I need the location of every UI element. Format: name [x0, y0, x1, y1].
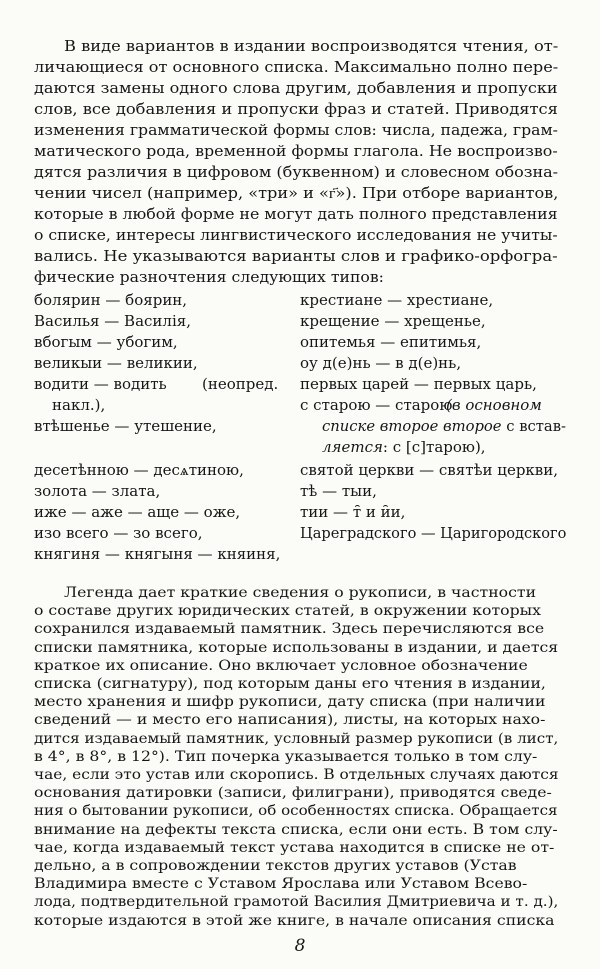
text-line: дится издаваемый памятник, условный размер рукописи (в лист,: [34, 730, 559, 747]
text-line: чении чисел (например, «три» и «г҃»). При отборе вариантов,: [34, 184, 559, 202]
text-line: о списке, интересы лингвистического исследования не учиты-: [34, 226, 558, 244]
text-line: ния о бытовании рукописи, об особенностях списка. Обращается: [34, 803, 558, 820]
text-line: В виде вариантов в издании воспроизводятся чтения, от-: [64, 37, 559, 55]
text-line: место хранения и шифр рукописи, дату списка (при наличии: [34, 694, 546, 711]
example-item: оу д(е)нь — в д(е)нь,: [300, 354, 462, 372]
example-note-line: [322, 437, 486, 457]
example-note-italic: списке второе второе: [322, 417, 502, 435]
example-note-plain: с встав-: [501, 417, 567, 435]
text-line: о составе других юридических статей, в окружении которых: [34, 603, 541, 620]
example-item: тѣ — тыи,: [300, 482, 377, 500]
example-note-italic: ляется: [322, 438, 383, 456]
text-line: которые издаются в этой же книге, в начале описания списка: [34, 912, 555, 929]
example-note-plain: : с [с]тарою),: [382, 438, 486, 456]
example-item: Цареградского — Царигородского: [300, 524, 567, 542]
text-line: дятся различия в цифровом (буквенном) и словесном обозна-: [34, 163, 559, 181]
text-line: лода, подтвердительной грамотой Василия Дмитриевича и т. д.),: [34, 894, 559, 911]
example-item: великыи — великии,: [34, 354, 198, 372]
example-note-line: [322, 416, 566, 436]
example-item: крещение — хрещенье,: [300, 312, 486, 330]
example-item: изо всего — зо всего,: [34, 524, 203, 542]
text-line: Владимира вместе с Уставом Ярослава или Уставом Всево-: [34, 876, 528, 893]
example-item: первых царей — первых царь,: [300, 375, 537, 393]
text-line: личающиеся от основного списка. Максимально полно пере-: [34, 58, 559, 76]
example-item: втѣшенье — утешение,: [34, 417, 217, 435]
example-item: иже — аже — аще — оже,: [34, 503, 241, 521]
text-line: сохранился издаваемый памятник. Здесь перечисляются все: [34, 621, 545, 638]
text-line: Легенда дает краткие сведения о рукописи, в частности: [64, 585, 537, 601]
example-item: святой церкви — святѣи церкви,: [300, 461, 559, 479]
text-line: чае, если это устав или скоропись. В отдельных случаях даются: [34, 767, 559, 783]
example-note: (в основном: [446, 396, 542, 414]
text-line: списка (сигнатуру), под которым даны его чтения в издании,: [34, 676, 546, 692]
text-line: основания датировки (записи, филиграни), приводятся сведе-: [34, 785, 552, 802]
example-item: крестиане — хрестиане,: [300, 291, 494, 309]
example-item: водити — водить: [34, 375, 167, 393]
example-item: тии — т̑ и и̑и,: [300, 503, 406, 521]
example-item: княгиня — княгыня — княиня,: [34, 545, 281, 563]
example-item: с старою — старою: [300, 396, 453, 414]
text-line: краткое их описание. Оно включает условное обозначение: [34, 657, 528, 674]
text-line: списки памятника, которые использованы в издании, и дается: [34, 639, 559, 656]
text-line: дельно, а в сопровождении текстов других уставов (Устав: [34, 858, 517, 874]
example-item: золота — злата,: [34, 482, 161, 500]
text-line: матического рода, временной формы глагола. Не воспроизво-: [34, 142, 558, 160]
example-item: десетѣнною — десѧтиною,: [34, 461, 244, 479]
text-line: сведений — и место его написания), листы, на которых нахо-: [34, 712, 546, 729]
text-line: слов, все добавления и пропуски фраз и статей. Приводятся: [34, 100, 558, 118]
text-line: которые в любой форме не могут дать полного представления: [34, 205, 558, 223]
text-line: в 4°, в 8°, в 12°). Тип почерка указывается только в том слу-: [34, 748, 538, 765]
example-item: Василья — Василія,: [34, 312, 191, 330]
example-item: опитемья — епитимья,: [300, 333, 482, 351]
text-line: вались. Не указываются варианты слов и графико-орфогра-: [34, 247, 558, 265]
text-line: фические разночтения следующих типов:: [34, 268, 384, 286]
page-number: 8: [294, 936, 306, 956]
text-line: изменения грамматической формы слов: числа, падежа, грам-: [34, 121, 558, 139]
example-item: вбогым — убогим,: [34, 333, 178, 351]
example-item: болярин — боярин,: [34, 291, 188, 309]
text-line: чае, когда издаваемый текст устава находится в списке не от-: [34, 839, 555, 856]
text-line: внимание на дефекты текста списка, если они есть. В том слу-: [34, 821, 558, 838]
example-item: накл.),: [52, 396, 106, 414]
example-note: (неопред.: [202, 375, 279, 393]
text-line: даются замены одного слова другим, добавления и пропуски: [34, 79, 558, 97]
